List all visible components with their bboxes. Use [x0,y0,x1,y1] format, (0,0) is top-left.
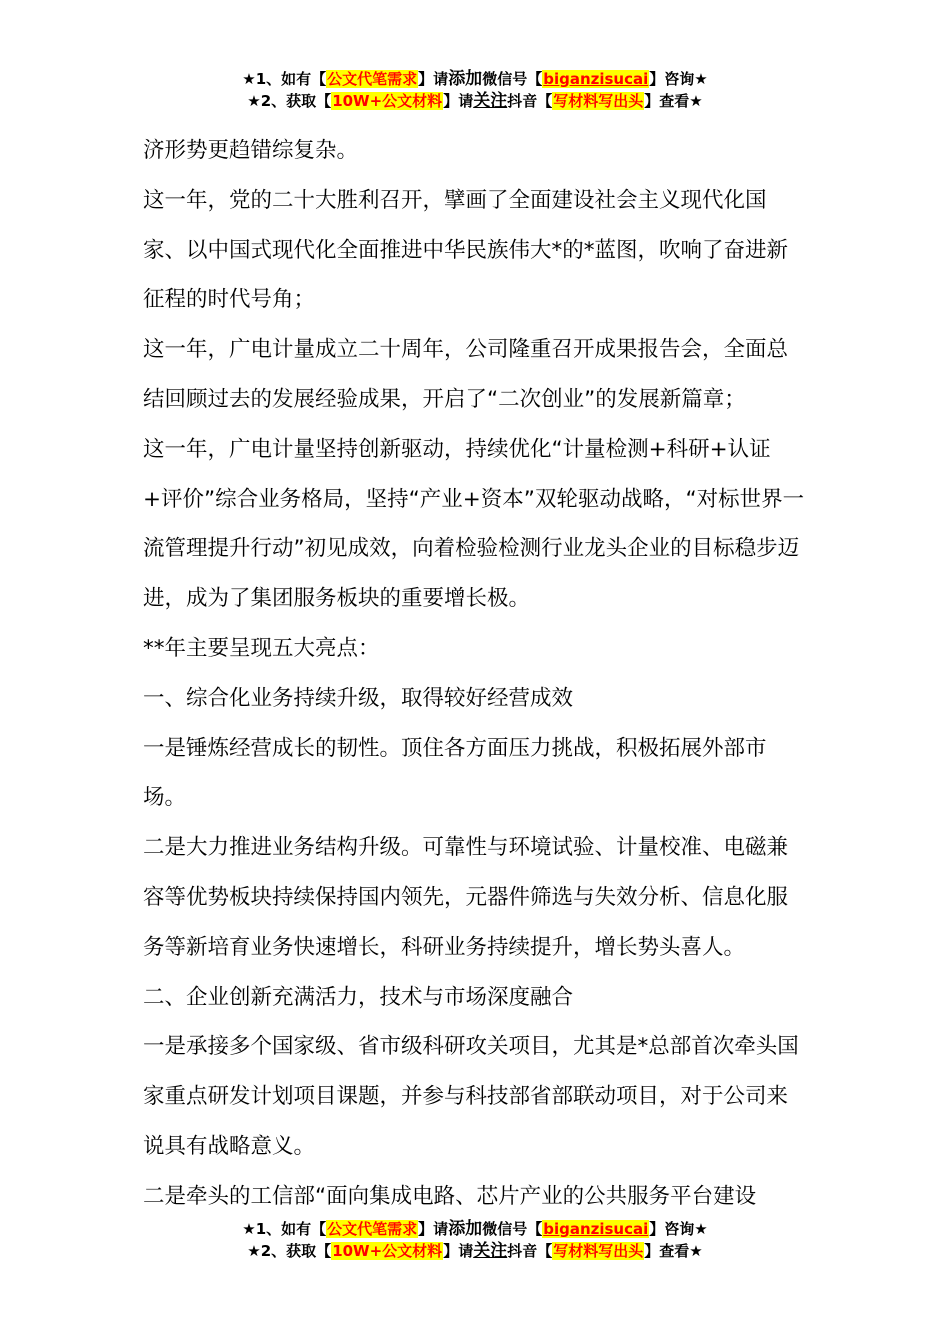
paragraph: 二是大力推进业务结构升级。可靠性与环境试验、计量校准、电磁兼容等优势板块持续保持国内领先，元器件筛选与失效分析、信息化服务等新培育业务快速增长，科研业务持续提升，增长势头喜人。 [143,835,789,960]
banner-text: 】请 [418,70,449,88]
paragraph: 这一年，广电计量坚持创新驱动，持续优化“计量检测+科研+认证+评价”综合业务格局，坚持“产业+资本”双轮驱动战略，“对标世界一流管理提升行动”初见成效，向着检验检测行业龙头企业的目标稳步迈进，成为了集团服务板块的重要增长极。 [143,436,805,612]
banner-text: ★1、如有【 [242,70,327,88]
douyin-account: 写材料写出头 [553,92,644,110]
banner-text: 】咨询★ [649,1220,708,1238]
paragraph: 这一年，广电计量成立二十周年，公司隆重召开成果报告会，全面总结回顾过去的发展经验成果，开启了“二次创业”的发展新篇章； [143,337,789,412]
section-heading: 二、企业创新充满活力，技术与市场深度融合 [143,984,574,1010]
banner-text: 微信号【 [482,70,543,88]
banner-line-2 [0,1240,950,1262]
banner-text: ★2、获取【 [247,1242,332,1260]
paragraph: 这一年，党的二十大胜利召开，擘画了全面建设社会主义现代化国家、以中国式现代化全面推进中华民族伟大*的*蓝图，吹响了奋进新征程的时代号角； [143,187,789,313]
highlight-materials: 10W+公文材料 [332,1242,443,1260]
footer-banner [0,1218,950,1262]
wechat-id-link[interactable]: biganzisucai [543,70,649,88]
banner-line-1 [0,1218,950,1240]
banner-text: 】请 [418,1220,449,1238]
wechat-id-link[interactable]: biganzisucai [543,1220,649,1238]
banner-text: 】查看★ [644,92,703,110]
banner-text: 】请 [443,1242,474,1260]
banner-line-2 [0,90,950,112]
highlight-service: 公文代笔需求 [327,1220,418,1238]
highlight-service: 公文代笔需求 [327,70,418,88]
header-banner [0,68,950,112]
paragraph: **年主要呈现五大亮点： [143,635,380,661]
document-body [143,126,808,1222]
paragraph: 一是承接多个国家级、省市级科研攻关项目，尤其是*总部首次牵头国家重点研发计划项目课题，并参与科技部省部联动项目，对于公司来说具有战略意义。 [143,1034,799,1159]
paragraph: 一是锤炼经营成长的韧性。顶住各方面压力挑战，积极拓展外部市场。 [143,735,767,811]
banner-text: ★2、获取【 [247,92,332,110]
banner-emphasis: 关注 [473,91,508,111]
banner-emphasis: 添加 [448,1219,483,1239]
section-heading: 一、综合化业务持续升级，取得较好经营成效 [143,685,574,711]
banner-emphasis: 关注 [473,1241,508,1261]
douyin-account: 写材料写出头 [553,1242,644,1260]
banner-text: ★1、如有【 [242,1220,327,1238]
banner-text: 抖音【 [507,92,553,110]
banner-emphasis: 添加 [448,69,483,89]
banner-text: 】咨询★ [649,70,708,88]
paragraph: 济形势更趋错综复杂。 [143,138,359,163]
paragraph: 二是牵头的工信部“面向集成电路、芯片产业的公共服务平台建设 [143,1183,757,1209]
highlight-materials: 10W+公文材料 [332,92,443,110]
banner-line-1 [0,68,950,90]
banner-text: 】查看★ [644,1242,703,1260]
banner-text: 抖音【 [507,1242,553,1260]
banner-text: 】请 [443,92,474,110]
banner-text: 微信号【 [482,1220,543,1238]
